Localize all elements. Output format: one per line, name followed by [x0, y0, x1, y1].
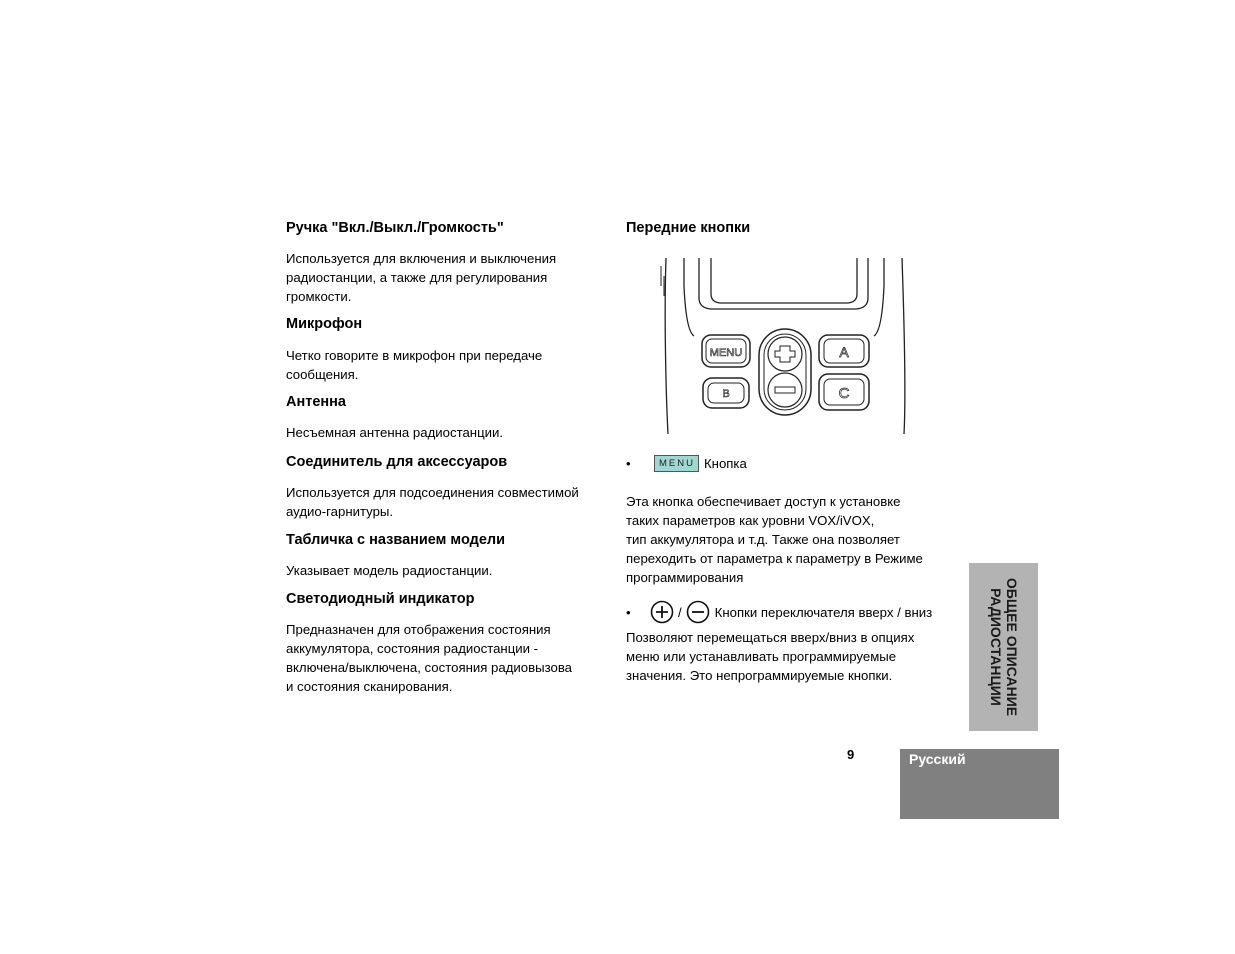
b-button	[703, 378, 749, 408]
updown-bullet	[626, 600, 932, 624]
section-body: Несъемная антенна радиостанции.	[286, 425, 504, 440]
section-title: Светодиодный индикатор	[286, 591, 475, 607]
text-line: таких параметров как уровни VOX/iVOX,	[626, 513, 875, 528]
section-body: Предназначен для отображения состояния аккумулятора, состояния радиостанции - включена/выключена, состояния радиовызова и состояния сканирования.	[286, 622, 573, 694]
b-button-label: B	[722, 388, 730, 400]
language-box	[900, 749, 1059, 819]
right-column	[626, 218, 956, 683]
text-line: значения. Это непрограммируемые кнопки.	[626, 668, 893, 683]
section-body: Четко говорите в микрофон при передаче сообщения.	[286, 348, 543, 382]
section-title: Ручка "Вкл./Выкл./Громкость"	[286, 220, 504, 236]
chapter-side-tab	[969, 563, 1038, 731]
text-line: переходить от параметра к параметру в Режиме	[626, 551, 923, 566]
section-title-front-buttons: Передние кнопки	[626, 220, 751, 236]
section-title: Антенна	[286, 394, 346, 410]
language-label: Русский	[909, 751, 966, 767]
menu-button	[702, 335, 750, 367]
separator: /	[678, 604, 682, 620]
section-body: Указывает модель радиостанции.	[286, 563, 493, 578]
section-microphone	[286, 314, 606, 384]
minus-circle-icon	[686, 600, 710, 624]
menu-button-label: MENU	[709, 347, 743, 359]
updown-bullet-label: Кнопки переключателя вверх / вниз	[714, 604, 933, 620]
minus-icon	[775, 387, 795, 393]
section-model-label	[286, 530, 606, 580]
chapter-title-line2: РАДИОСТАНЦИИ	[987, 588, 1004, 706]
bullet: •	[626, 604, 631, 620]
chapter-title-line1: ОБЩЕЕ ОПИСАНИЕ	[1003, 577, 1020, 717]
section-title: Микрофон	[286, 316, 363, 332]
plus-circle-icon	[650, 600, 674, 624]
c-button	[819, 374, 869, 410]
menu-key-icon: MENU	[654, 455, 699, 472]
up-down-rocker	[759, 329, 811, 415]
section-body: Используется для подсоединения совместимой аудио-гарнитуры.	[286, 485, 579, 519]
section-volume-knob	[286, 218, 606, 306]
text-line: программирования	[626, 570, 744, 585]
menu-description	[626, 492, 956, 587]
menu-bullet	[626, 455, 747, 472]
page-number: 9	[847, 747, 855, 762]
section-body: Используется для включения и выключения радиостанции, а также для регулирования громкости.	[286, 251, 557, 304]
section-title: Табличка с названием модели	[286, 532, 506, 548]
text-line: Эта кнопка обеспечивает доступ к установке	[626, 494, 901, 509]
bullet: •	[626, 456, 631, 471]
chapter-side-tab-text	[988, 563, 1020, 731]
text-line: Позволяют перемещаться вверх/вниз в опциях	[626, 630, 915, 645]
section-title: Соединитель для аксессуаров	[286, 454, 508, 470]
a-button	[819, 335, 869, 367]
a-button-label: A	[839, 344, 849, 360]
radio-front-illustration	[656, 256, 911, 438]
c-button-label: C	[838, 385, 850, 402]
section-led-indicator	[286, 589, 606, 696]
text-line: тип аккумулятора и т.д. Также она позволяет	[626, 532, 900, 547]
text-line: меню или устанавливать программируемые	[626, 649, 897, 664]
section-accessory-connector	[286, 452, 606, 521]
updown-description	[626, 628, 956, 685]
section-antenna	[286, 392, 606, 442]
menu-bullet-label: Кнопка	[703, 456, 747, 471]
